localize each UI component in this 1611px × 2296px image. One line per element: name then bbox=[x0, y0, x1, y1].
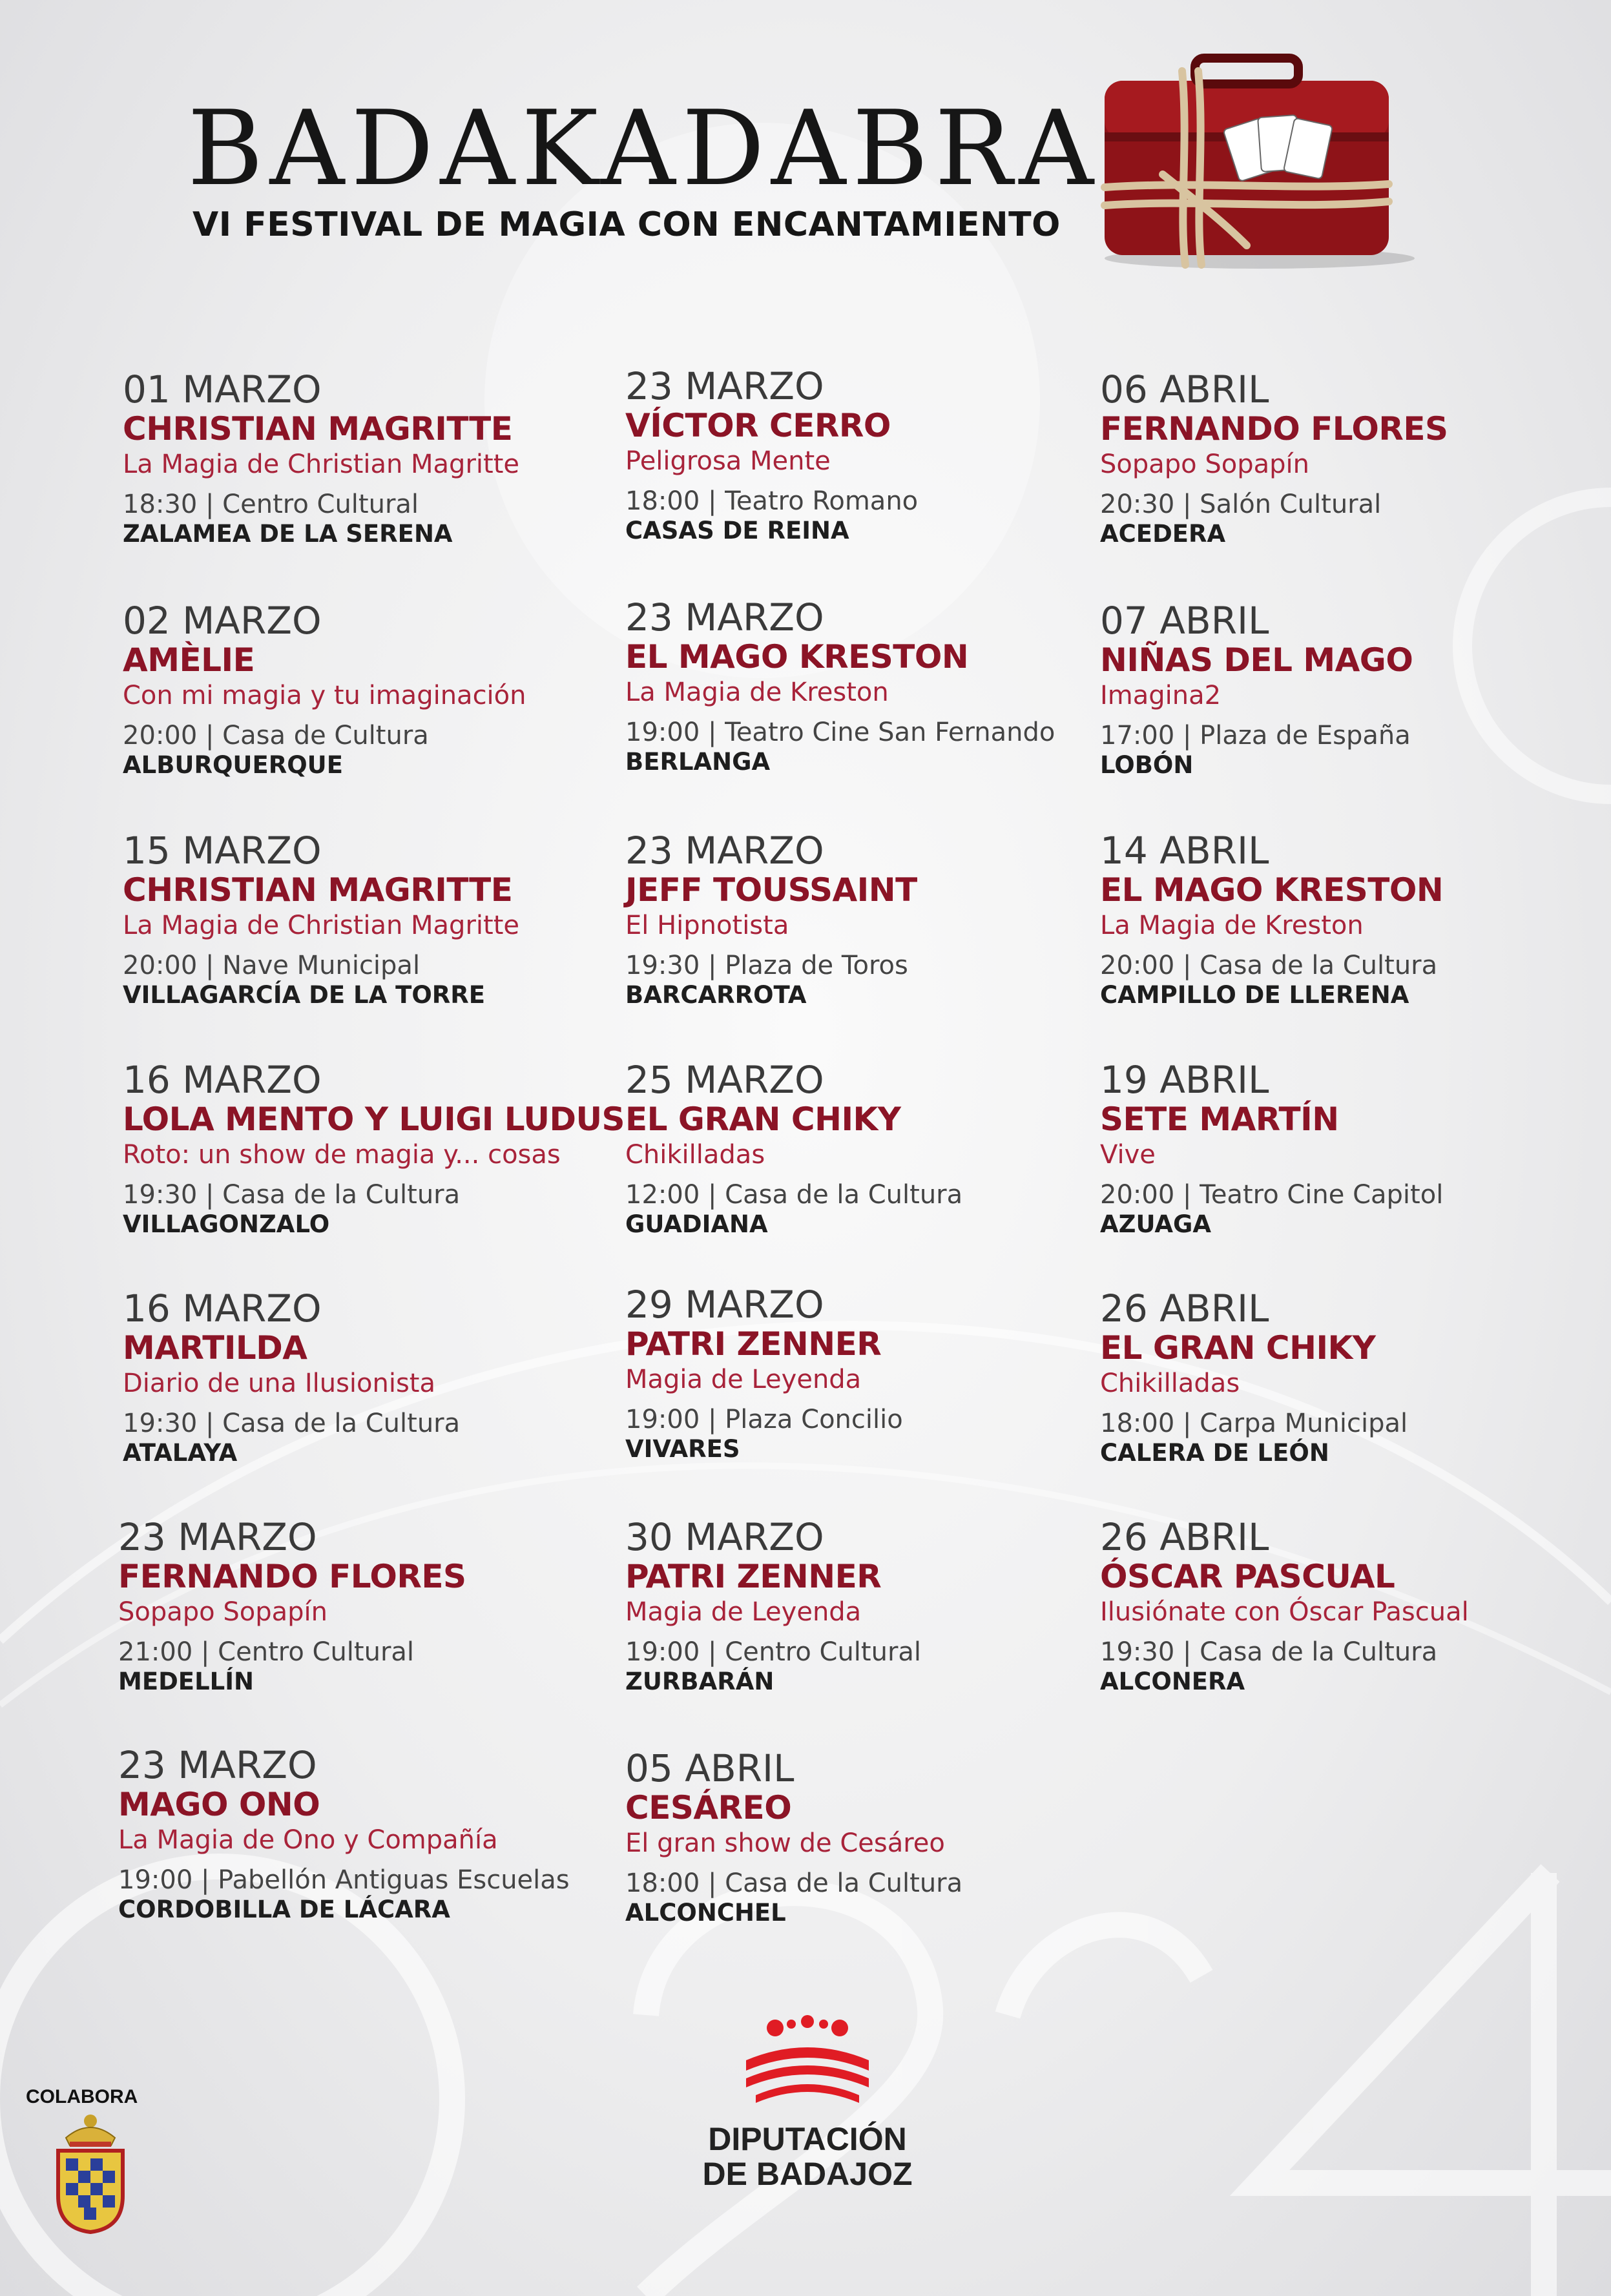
event-date: 19 ABRIL bbox=[1100, 1058, 1269, 1102]
event-item bbox=[118, 1743, 609, 1924]
event-town: VIVARES bbox=[625, 1435, 740, 1463]
festival-subtitle: VI FESTIVAL DE MAGIA CON ENCANTAMIENTO bbox=[192, 205, 1061, 244]
event-show: Chikilladas bbox=[1100, 1369, 1240, 1398]
event-show: Ilusiónate con Óscar Pascual bbox=[1100, 1597, 1469, 1627]
event-show: Sopapo Sopapín bbox=[1100, 450, 1309, 479]
event-item bbox=[625, 1285, 1116, 1463]
diputacion-logo-icon bbox=[740, 2015, 875, 2112]
event-show: La Magia de Kreston bbox=[625, 677, 889, 707]
event-time-venue: 18:00 | Casa de la Cultura bbox=[625, 1868, 963, 1898]
event-time-venue: 19:30 | Casa de la Cultura bbox=[123, 1409, 461, 1438]
event-show: Roto: un show de magia y... cosas bbox=[123, 1140, 561, 1170]
event-item bbox=[1100, 1515, 1591, 1696]
event-show: Peligrosa Mente bbox=[625, 446, 831, 476]
event-date: 07 ABRIL bbox=[1100, 599, 1269, 643]
event-item bbox=[625, 364, 1116, 545]
event-town: ACEDERA bbox=[1100, 520, 1226, 548]
event-show: Diario de una Ilusionista bbox=[123, 1369, 436, 1398]
event-show: Vive bbox=[1100, 1140, 1156, 1170]
coat-of-arms-icon bbox=[52, 2112, 129, 2235]
event-item bbox=[123, 601, 614, 780]
diputacion-logo bbox=[678, 2015, 937, 2209]
event-item bbox=[1100, 367, 1591, 548]
event-date: 02 MARZO bbox=[123, 599, 322, 643]
event-item bbox=[123, 1058, 625, 1239]
event-date: 26 ABRIL bbox=[1100, 1287, 1269, 1330]
event-artist: PATRI ZENNER bbox=[625, 1325, 882, 1363]
event-show: Magia de Leyenda bbox=[625, 1365, 862, 1394]
diputacion-name-line1: DIPUTACIÓN bbox=[708, 2121, 907, 2157]
event-town: MEDELLÍN bbox=[118, 1668, 254, 1695]
event-show: Sopapo Sopapín bbox=[118, 1597, 327, 1627]
event-time-venue: 19:30 | Casa de la Cultura bbox=[1100, 1637, 1438, 1667]
event-town: ZALAMEA DE LA SERENA bbox=[123, 520, 453, 548]
event-artist: EL MAGO KRESTON bbox=[1100, 871, 1444, 909]
event-artist: JEFF TOUSSAINT bbox=[625, 871, 917, 909]
event-town: LOBÓN bbox=[1100, 751, 1194, 779]
event-artist: MAGO ONO bbox=[118, 1786, 320, 1823]
event-date: 26 ABRIL bbox=[1100, 1515, 1269, 1559]
event-date: 23 MARZO bbox=[118, 1515, 317, 1559]
event-time-venue: 19:00 | Centro Cultural bbox=[625, 1637, 922, 1667]
event-artist: AMÈLIE bbox=[123, 641, 255, 679]
event-date: 23 MARZO bbox=[625, 595, 824, 639]
event-item bbox=[625, 1515, 1116, 1696]
event-town: BERLANGA bbox=[625, 748, 771, 776]
event-artist: PATRI ZENNER bbox=[625, 1558, 882, 1595]
event-show: La Magia de Ono y Compañía bbox=[118, 1825, 498, 1855]
event-item bbox=[625, 1746, 1116, 1927]
event-date: 29 MARZO bbox=[625, 1283, 824, 1327]
event-date: 23 MARZO bbox=[625, 829, 824, 873]
event-show: La Magia de Christian Magritte bbox=[123, 450, 519, 479]
festival-title: BADAKADABRA bbox=[187, 88, 1100, 209]
event-artist: CHRISTIAN MAGRITTE bbox=[123, 410, 513, 448]
event-show: Con mi magia y tu imaginación bbox=[123, 681, 526, 710]
event-artist: EL GRAN CHIKY bbox=[1100, 1329, 1376, 1367]
event-show: El Hipnotista bbox=[625, 911, 789, 940]
event-show: Magia de Leyenda bbox=[625, 1597, 862, 1627]
event-town: CORDOBILLA DE LÁCARA bbox=[118, 1896, 450, 1923]
event-time-venue: 17:00 | Plaza de España bbox=[1100, 721, 1411, 750]
event-time-venue: 20:00 | Casa de la Cultura bbox=[1100, 951, 1438, 980]
event-item bbox=[625, 831, 1116, 1009]
event-show: El gran show de Cesáreo bbox=[625, 1828, 945, 1858]
event-time-venue: 20:30 | Salón Cultural bbox=[1100, 490, 1382, 519]
event-time-venue: 21:00 | Centro Cultural bbox=[118, 1637, 415, 1667]
event-town: ATALAYA bbox=[123, 1439, 238, 1467]
event-town: ZURBARÁN bbox=[625, 1668, 774, 1695]
event-time-venue: 18:00 | Teatro Romano bbox=[625, 486, 919, 516]
event-date: 14 ABRIL bbox=[1100, 829, 1269, 873]
event-show: Chikilladas bbox=[625, 1140, 765, 1170]
event-show: Imagina2 bbox=[1100, 681, 1221, 710]
event-time-venue: 20:00 | Teatro Cine Capitol bbox=[1100, 1180, 1444, 1210]
event-date: 25 MARZO bbox=[625, 1058, 824, 1102]
event-artist: CHRISTIAN MAGRITTE bbox=[123, 871, 513, 909]
event-artist: SETE MARTÍN bbox=[1100, 1101, 1339, 1138]
event-artist: VÍCTOR CERRO bbox=[625, 407, 891, 444]
event-town: CALERA DE LEÓN bbox=[1100, 1439, 1329, 1467]
event-date: 06 ABRIL bbox=[1100, 367, 1269, 411]
event-town: BARCARROTA bbox=[625, 981, 807, 1009]
event-date: 30 MARZO bbox=[625, 1515, 824, 1559]
event-town: VILLAGARCÍA DE LA TORRE bbox=[123, 981, 486, 1009]
event-town: GUADIANA bbox=[625, 1210, 768, 1238]
event-town: CASAS DE REINA bbox=[625, 517, 849, 544]
event-date: 05 ABRIL bbox=[625, 1746, 795, 1790]
event-time-venue: 18:30 | Centro Cultural bbox=[123, 490, 419, 519]
event-time-venue: 19:00 | Pabellón Antiguas Escuelas bbox=[118, 1865, 570, 1895]
event-town: ALCONCHEL bbox=[625, 1899, 786, 1927]
event-artist: MARTILDA bbox=[123, 1329, 307, 1367]
event-artist: FERNANDO FLORES bbox=[1100, 410, 1448, 448]
diputacion-name-line2: DE BADAJOZ bbox=[702, 2156, 913, 2192]
event-time-venue: 19:30 | Casa de la Cultura bbox=[123, 1180, 461, 1210]
event-item bbox=[118, 1515, 609, 1696]
event-town: VILLAGONZALO bbox=[123, 1210, 330, 1238]
event-time-venue: 19:00 | Teatro Cine San Fernando bbox=[625, 718, 1055, 747]
event-item bbox=[1100, 601, 1591, 780]
event-artist: FERNANDO FLORES bbox=[118, 1558, 466, 1595]
event-artist: CESÁREO bbox=[625, 1789, 792, 1826]
event-time-venue: 20:00 | Nave Municipal bbox=[123, 951, 421, 980]
event-artist: EL GRAN CHIKY bbox=[625, 1101, 901, 1138]
event-artist: EL MAGO KRESTON bbox=[625, 638, 969, 676]
event-date: 23 MARZO bbox=[118, 1743, 317, 1787]
event-town: ALBURQUERQUE bbox=[123, 751, 343, 779]
event-item bbox=[1100, 1060, 1591, 1239]
event-town: AZUAGA bbox=[1100, 1210, 1212, 1238]
event-item bbox=[123, 831, 614, 1009]
event-time-venue: 20:00 | Casa de Cultura bbox=[123, 721, 429, 750]
event-time-venue: 19:00 | Plaza Concilio bbox=[625, 1405, 903, 1434]
event-item bbox=[625, 1060, 1116, 1239]
event-item bbox=[1100, 831, 1591, 1009]
event-artist: ÓSCAR PASCUAL bbox=[1100, 1558, 1395, 1595]
event-time-venue: 18:00 | Carpa Municipal bbox=[1100, 1409, 1408, 1438]
event-date: 01 MARZO bbox=[123, 367, 322, 411]
event-show: La Magia de Christian Magritte bbox=[123, 911, 519, 940]
event-artist: NIÑAS DEL MAGO bbox=[1100, 641, 1413, 679]
event-item bbox=[123, 1289, 614, 1467]
event-time-venue: 19:30 | Plaza de Toros bbox=[625, 951, 908, 980]
suitcase-with-cards-icon bbox=[1066, 52, 1428, 271]
event-item bbox=[1100, 1289, 1591, 1467]
event-time-venue: 12:00 | Casa de la Cultura bbox=[625, 1180, 963, 1210]
event-date: 15 MARZO bbox=[123, 829, 322, 873]
event-date: 16 MARZO bbox=[123, 1287, 322, 1330]
event-date: 16 MARZO bbox=[123, 1058, 322, 1102]
colabora-label: COLABORA bbox=[26, 2086, 138, 2107]
event-item bbox=[123, 367, 614, 548]
event-item bbox=[625, 595, 1116, 776]
event-town: ALCONERA bbox=[1100, 1668, 1245, 1695]
event-show: La Magia de Kreston bbox=[1100, 911, 1364, 940]
event-artist: LOLA MENTO Y LUIGI LUDUS bbox=[123, 1101, 625, 1138]
event-town: CAMPILLO DE LLERENA bbox=[1100, 981, 1409, 1009]
event-date: 23 MARZO bbox=[625, 364, 824, 408]
